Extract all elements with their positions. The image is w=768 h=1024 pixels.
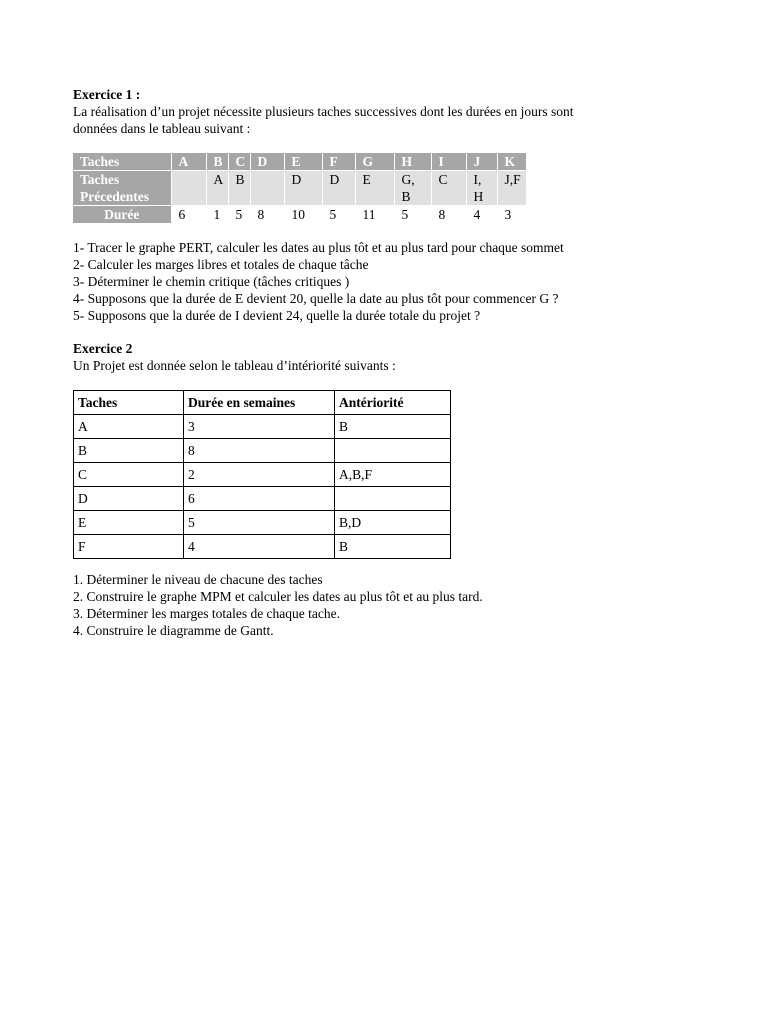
table-cell	[335, 439, 451, 463]
duration-cell: 11	[355, 206, 394, 224]
exercise-1-intro-line-2: données dans le tableau suivant :	[73, 121, 251, 136]
exercise-1-intro	[73, 86, 713, 137]
table-row	[74, 511, 451, 535]
column-header: Durée en semaines	[184, 391, 335, 415]
table-row-predecessors	[73, 171, 526, 206]
question-item: 2- Calculer les marges libres et totales de chaque tâche	[73, 257, 369, 272]
task-cell: C	[228, 153, 250, 171]
predecessor-cell: A	[206, 171, 228, 206]
predecessor-cell: E	[355, 171, 394, 206]
table-cell: 5	[184, 511, 335, 535]
table-cell: 2	[184, 463, 335, 487]
predecessor-cell: D	[284, 171, 322, 206]
duration-cell: 8	[431, 206, 466, 224]
duration-cell: 6	[171, 206, 206, 224]
table-cell: A,B,F	[335, 463, 451, 487]
duration-cell: 5	[322, 206, 355, 224]
duration-cell: 5	[394, 206, 431, 224]
predecessor-cell: C	[431, 171, 466, 206]
question-item: 1- Tracer le graphe PERT, calculer les dates au plus tôt et au plus tard pour chaque sommet	[73, 240, 564, 255]
task-cell: B	[206, 153, 228, 171]
task-cell: F	[322, 153, 355, 171]
exercise-2-intro-line: Un Projet est donnée selon le tableau d’intériorité suivants :	[73, 358, 396, 373]
task-cell: I	[431, 153, 466, 171]
exercise-1-questions	[73, 239, 713, 324]
predecessor-cell	[250, 171, 284, 206]
table-cell: B	[74, 439, 184, 463]
row-label-predecessors-line-1: Taches	[80, 172, 120, 187]
table-cell: B	[335, 415, 451, 439]
predecessor-cell: J,F	[497, 171, 526, 206]
question-item: 4. Construire le diagramme de Gantt.	[73, 623, 274, 638]
exercise-1-title: Exercice 1 :	[73, 87, 141, 102]
table-cell: 8	[184, 439, 335, 463]
table-row-duration	[73, 206, 526, 224]
exercise-2-task-table	[73, 390, 451, 559]
row-label-predecessors-line-2: Précedentes	[80, 189, 149, 204]
question-item: 5- Supposons que la durée de I devient 24, quelle la durée totale du projet ?	[73, 308, 481, 323]
task-cell: A	[171, 153, 206, 171]
exercise-2-intro	[73, 340, 713, 374]
table-cell: 4	[184, 535, 335, 559]
table-row-tasks	[73, 153, 526, 171]
task-cell: H	[394, 153, 431, 171]
table-row	[74, 463, 451, 487]
exercise-2-questions	[73, 571, 713, 639]
predecessor-cell: G, B	[394, 171, 431, 206]
table-row	[74, 439, 451, 463]
duration-cell: 10	[284, 206, 322, 224]
table-row	[74, 535, 451, 559]
column-header: Antériorité	[335, 391, 451, 415]
task-cell: D	[250, 153, 284, 171]
question-item: 1. Déterminer le niveau de chacune des taches	[73, 572, 323, 587]
duration-cell: 3	[497, 206, 526, 224]
table-cell: E	[74, 511, 184, 535]
table-header-row	[74, 391, 451, 415]
predecessor-cell: B	[228, 171, 250, 206]
question-item: 3- Déterminer le chemin critique (tâches critiques )	[73, 274, 350, 289]
row-label-predecessors	[73, 171, 171, 206]
predecessor-cell: I, H	[466, 171, 497, 206]
table-cell	[335, 487, 451, 511]
table-cell: A	[74, 415, 184, 439]
duration-cell: 8	[250, 206, 284, 224]
table-cell: 6	[184, 487, 335, 511]
task-cell: G	[355, 153, 394, 171]
column-header: Taches	[74, 391, 184, 415]
table-row	[74, 487, 451, 511]
predecessor-cell: D	[322, 171, 355, 206]
table-cell: 3	[184, 415, 335, 439]
exercise-2-title: Exercice 2	[73, 341, 133, 356]
table-cell: C	[74, 463, 184, 487]
duration-cell: 1	[206, 206, 228, 224]
predecessor-cell	[171, 171, 206, 206]
duration-cell: 5	[228, 206, 250, 224]
row-label-tasks: Taches	[73, 153, 171, 171]
exercise-1-intro-line-1: La réalisation d’un projet nécessite plusieurs taches successives dont les durées en jours sont	[73, 104, 574, 119]
task-cell: K	[497, 153, 526, 171]
exercise-1-task-table	[73, 153, 527, 224]
table-row	[74, 415, 451, 439]
table-cell: B,D	[335, 511, 451, 535]
question-item: 2. Construire le graphe MPM et calculer les dates au plus tôt et au plus tard.	[73, 589, 483, 604]
question-item: 4- Supposons que la durée de E devient 20, quelle la date au plus tôt pour commencer G ?	[73, 291, 559, 306]
table-cell: B	[335, 535, 451, 559]
task-cell: E	[284, 153, 322, 171]
table-cell: F	[74, 535, 184, 559]
duration-cell: 4	[466, 206, 497, 224]
task-cell: J	[466, 153, 497, 171]
row-label-duration: Durée	[73, 206, 171, 224]
table-cell: D	[74, 487, 184, 511]
question-item: 3. Déterminer les marges totales de chaque tache.	[73, 606, 341, 621]
